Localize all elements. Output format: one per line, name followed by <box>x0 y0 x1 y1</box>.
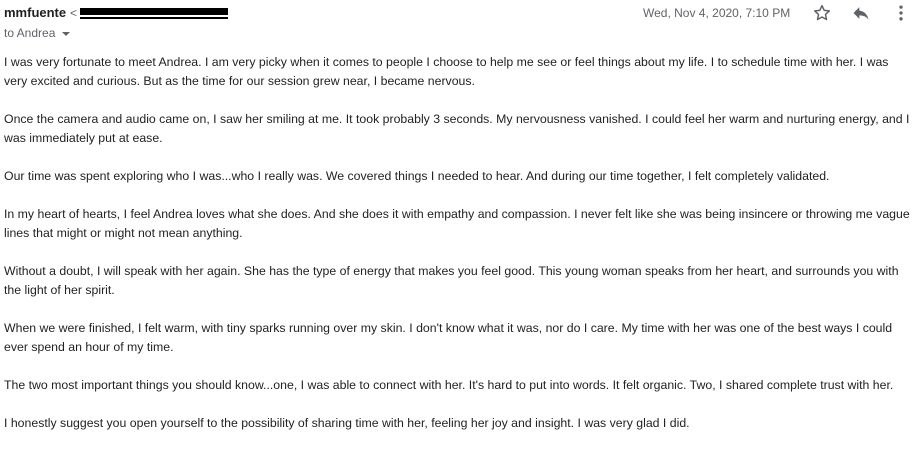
recipient-details-toggle[interactable] <box>4 26 70 40</box>
reply-button[interactable] <box>849 2 873 24</box>
reply-icon <box>851 3 871 23</box>
message-date: Wed, Nov 4, 2020, 7:10 PM <box>643 6 791 20</box>
message-body <box>4 53 912 452</box>
message-paragraph: Our time was spent exploring who I was...who I really was. We covered things I needed to hear. And during our time together, I felt completely validated. <box>4 169 830 183</box>
message-paragraph: I was very fortunate to meet Andrea. I am very picky when it comes to people I choose to help me see or feel things about my life. I to schedule time with her. I was very excited and curious. But as the time for our session grew near, I became nervous. <box>4 55 889 88</box>
sender-email: < <box>70 6 78 20</box>
recipient-label: to Andrea <box>4 26 56 40</box>
star-icon <box>812 3 832 23</box>
star-button[interactable] <box>810 2 834 24</box>
message-paragraph: When we were finished, I felt warm, with tiny sparks running over my skin. I don't know what it was, nor do I care. My time with her was one of the best ways I could ever spend an hour of my time. <box>4 321 893 354</box>
more-options-button[interactable] <box>889 2 913 24</box>
caret-down-icon <box>62 32 70 36</box>
more-vert-icon <box>891 3 911 23</box>
message-paragraph: In my heart of hearts, I feel Andrea loves what she does. And she does it with empathy and compassion. I never felt like she was being insincere or throwing me vague lines that might or might not mean anything. <box>4 207 910 240</box>
message-paragraph: Without a doubt, I will speak with her again. She has the type of energy that makes you feel good. This young woman speaks from her heart, and surrounds you with the light of her spirit. <box>4 264 899 297</box>
message-header <box>0 0 915 42</box>
sender-name: mmfuente <box>4 5 67 20</box>
message-paragraph: Once the camera and audio came on, I saw her smiling at me. It took probably 3 seconds. My nervousness vanished. I could feel her warm and nurturing energy, and I was immediately put at ease. <box>4 112 910 145</box>
message-paragraph: The two most important things you should know...one, I was able to connect with her. It's hard to put into words. It felt organic. Two, I shared complete trust with her. <box>4 378 894 392</box>
redaction-underline <box>80 17 228 19</box>
message-paragraph: I honestly suggest you open yourself to the possibility of sharing time with her, feeling her joy and insight. I was very glad I did. <box>4 416 690 430</box>
redaction-bar <box>80 8 228 15</box>
